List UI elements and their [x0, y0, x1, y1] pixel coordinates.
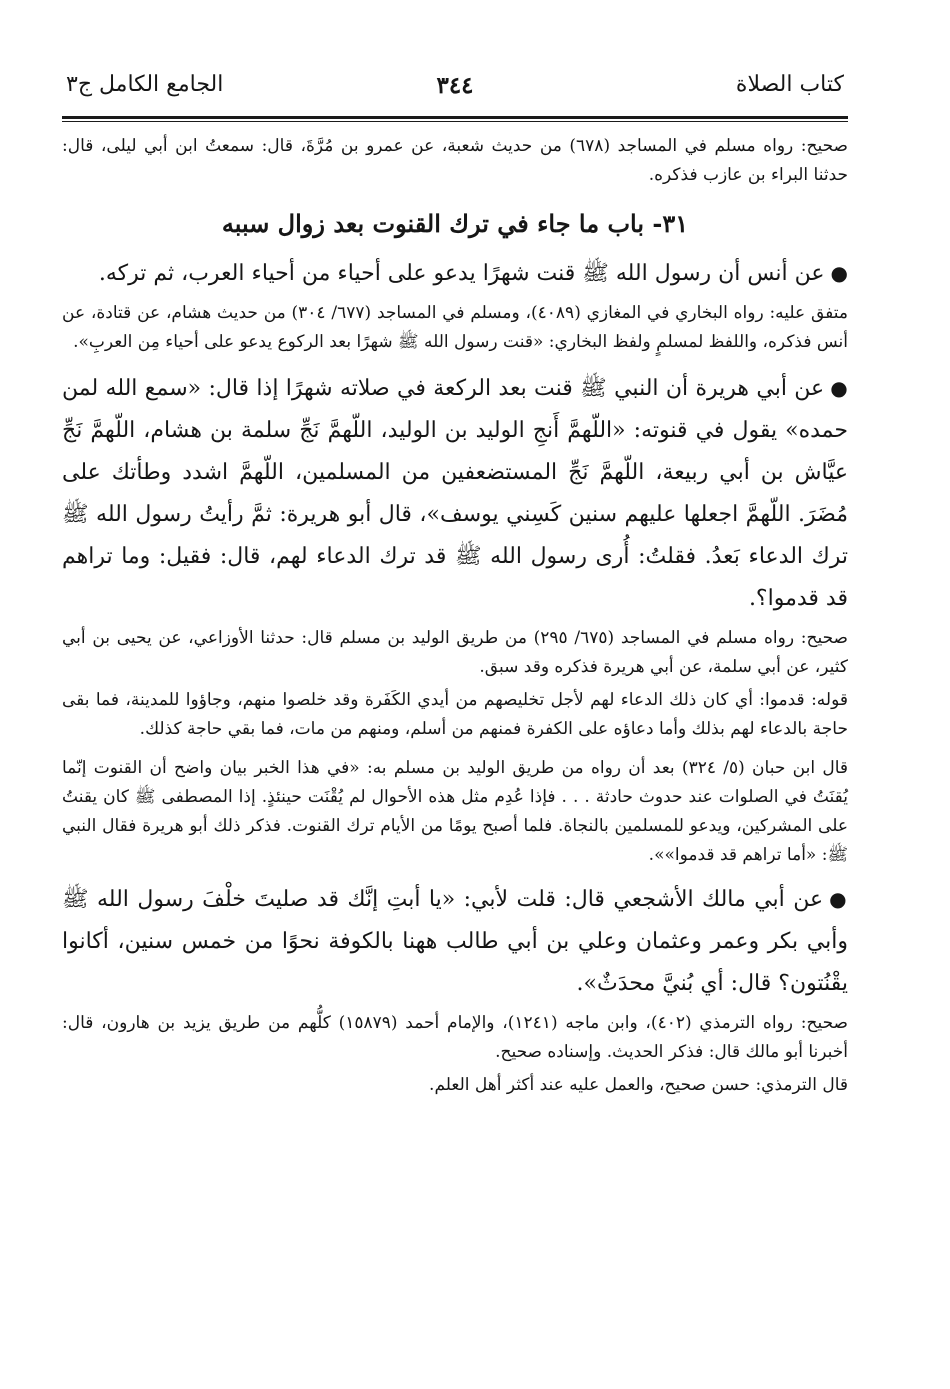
note-top: صحيح: رواه مسلم في المساجد (٦٧٨) من حديث شعبة، عن عمرو بن مُرَّةَ، قال: سمعتُ ابن أبي ليلى، قال: حدثنا البراء بن عازب فذكره.	[62, 136, 848, 185]
chapter-title: ٣١- باب ما جاء في ترك القنوت بعد زوال سببه	[221, 209, 689, 238]
note-1: متفق عليه: رواه البخاري في المغازي (٤٠٨٩)، ومسلم في المساجد (٦٧٧/ ٣٠٤) من حديث هشام، عن قتادة، عن أنس فذكره، واللفظ لمسلمٍ ولفظ البخاري: «قنت رسول الله ﷺ شهرًا بعد الركوع يدعو على أحياء مِن العربِ».	[62, 303, 848, 352]
note-5: صحيح: رواه الترمذي (٤٠٢)، وابن ماجه (١٢٤١)، والإمام أحمد (١٥٨٧٩) كلُّهم من طريق يزيد بن هارون، قال: أخبرنا أبو مالك قال: فذكر الحديث. وإسناده صحيح.	[62, 1013, 848, 1062]
running-head-chapter: كتاب الصلاة	[735, 72, 844, 97]
page-header	[62, 70, 848, 110]
header-rule-thin	[62, 121, 848, 122]
hadith-2	[62, 367, 848, 620]
note-4: قال ابن حبان (٥/ ٣٢٤) بعد أن رواه من طريق الوليد بن مسلم به: «في هذا الخبر بيان واضح أن القنوت إنّما يُقنَتُ في الصلوات عند حدوث حادثة . . . فإذا عُدِم مثل هذه الأحوال لم يُقْنَت حينئذٍ. إذا المصطفى ﷺ كان يقنتُ على المشركين، ويدعو للمسلمين بالنجاة. فلما أصبح يومًا من الأيام ترك القنوت. فذكر ذلك أبو هريرة فقال النبي ﷺ: «أما تراهم قد قدموا»».	[62, 758, 848, 865]
bullet-icon: ●	[830, 261, 848, 285]
header-rule-thick	[62, 116, 848, 119]
note-3: قوله: قدموا: أي كان ذلك الدعاء لهم لأجل تخليصهم من أيدي الكَفَرة وقد خلصوا منهم، وجاؤوا للمدينة، فما بقى حاجة بالدعاء لهم بذلك وأما دعاؤه على الكفرة فمنهم من أسلم، ومنهم من مات، فما بقي حاجة كذلك.	[62, 690, 848, 739]
running-head-book: الجامع الكامل ج٣	[66, 72, 224, 97]
bullet-icon: ●	[829, 887, 849, 911]
hadith-3-text: عن أبي مالك الأشجعي قال: قلت لأبي: «يا أبتِ إنَّك قد صليتَ خلْفَ رسول الله ﷺ وأبي بكر وعمر وعثمان وعلي بن أبي طالب ههنا بالكوفة نحوًا من خمس سنين، أكانوا يقْنُتون؟ قال: أي بُنيَّ محدَثٌ».	[62, 887, 848, 996]
hadith-2-text: عن أبي هريرة أن النبي ﷺ قنت بعد الركعة في صلاته شهرًا إذا قال: «سمع الله لمن حمده» يقول في قنوته: «اللّهمَّ أَنجِ الوليد بن الوليد، اللّهمَّ نَجِّ سلمة بن هشام، اللّهمَّ نَجِّ عيَّاش بن أبي ربيعة، اللّهمَّ نَجِّ المستضعفين من المسلمين، اللّهمَّ اشدد وطأتك على مُضَرَ. اللّهمَّ اجعلها عليهم سنين كَسِني يوسف»، قال أبو هريرة: ثمَّ رأيتُ رسول الله ﷺ ترك الدعاء بَعدُ. فقلتُ: أُرى رسول الله ﷺ قد ترك الدعاء لهم، قال: فقيل: وما تراهم قد قدموا؟.	[62, 376, 848, 611]
document-page	[62, 70, 848, 1100]
page-number: ٣٤٤	[436, 72, 474, 99]
note-2: صحيح: رواه مسلم في المساجد (٦٧٥/ ٢٩٥) من طريق الوليد بن مسلم قال: حدثنا الأوزاعي، عن يحيى بن أبي كثير، عن أبي سلمة، عن أبي هريرة فذكره وقد سبق.	[62, 628, 848, 677]
note-6: قال الترمذي: حسن صحيح، والعمل عليه عند أكثر أهل العلم.	[429, 1075, 848, 1095]
hadith-1-text: عن أنس أن رسول الله ﷺ قنت شهرًا يدعو على أحياء من أحياء العرب، ثم تركه.	[98, 261, 825, 286]
bullet-icon: ●	[830, 376, 848, 400]
hadith-1	[62, 252, 848, 295]
hadith-3	[62, 878, 848, 1005]
